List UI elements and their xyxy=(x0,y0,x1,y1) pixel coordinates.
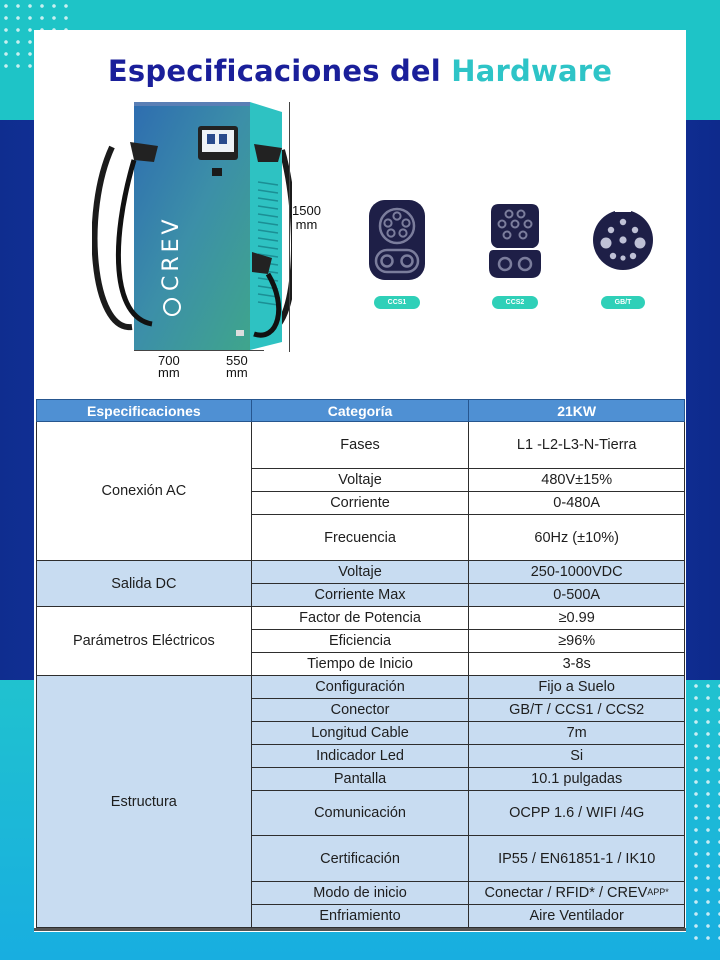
value-cell: 60Hz (±10%) xyxy=(469,515,685,561)
table-header-row xyxy=(37,400,685,422)
table-bottom-rule xyxy=(34,928,686,931)
title-part-1: Especificaciones del xyxy=(107,54,441,88)
table-row xyxy=(37,422,685,469)
category-cell: Factor de Potencia xyxy=(251,607,469,630)
category-cell: Frecuencia xyxy=(251,515,469,561)
category-cell: Voltaje xyxy=(251,469,469,492)
connector-label: GB/T xyxy=(601,296,646,309)
value-cell: 480V±15% xyxy=(469,469,685,492)
category-cell: Corriente Max xyxy=(251,584,469,607)
value-cell: 7m xyxy=(469,722,685,745)
depth-dimension-label: 550 mm xyxy=(226,353,248,380)
category-cell: Modo de inicio xyxy=(251,882,469,905)
value-cell: Aire Ventilador xyxy=(469,905,685,928)
app-superscript: APP* xyxy=(647,887,669,897)
category-cell: Certificación xyxy=(251,836,469,882)
value-cell: 3-8s xyxy=(469,653,685,676)
value-cell: 0-500A xyxy=(469,584,685,607)
title-part-2: Hardware xyxy=(451,54,613,88)
table-row xyxy=(37,561,685,584)
category-cell: Eficiencia xyxy=(251,630,469,653)
group-label: Salida DC xyxy=(37,561,252,607)
connector-gbt xyxy=(588,198,658,309)
connector-ccs2 xyxy=(480,198,550,309)
height-dimension-line xyxy=(289,102,290,352)
group-label: Parámetros Eléctricos xyxy=(37,607,252,676)
value-cell: 10.1 pulgadas xyxy=(469,768,685,791)
svg-text:CREV: CREV xyxy=(159,215,184,291)
value-cell: GB/T / CCS1 / CCS2 xyxy=(469,699,685,722)
value-cell: 250-1000VDC xyxy=(469,561,685,584)
header-specifications: Especificaciones xyxy=(37,400,252,422)
connector-label: CCS2 xyxy=(492,296,539,309)
specs-table xyxy=(36,399,685,928)
category-cell: Voltaje xyxy=(251,561,469,584)
ccs1-plug-icon xyxy=(367,198,427,282)
category-cell: Pantalla xyxy=(251,768,469,791)
value-cell xyxy=(469,882,685,905)
category-cell: Conector xyxy=(251,699,469,722)
table-row xyxy=(37,607,685,630)
page-title xyxy=(34,54,686,88)
category-cell: Comunicación xyxy=(251,791,469,836)
value-text: Conectar / RFID* / CREV xyxy=(484,885,648,901)
spec-sheet-card xyxy=(34,30,686,932)
connector-label: CCS1 xyxy=(374,296,421,309)
header-category: Categoría xyxy=(251,400,469,422)
charger-illustration xyxy=(92,102,292,362)
ccs2-plug-icon xyxy=(485,198,545,282)
value-cell: Si xyxy=(469,745,685,768)
category-cell: Longitud Cable xyxy=(251,722,469,745)
decorative-dots xyxy=(690,680,720,940)
category-cell: Corriente xyxy=(251,492,469,515)
table-row xyxy=(37,676,685,699)
group-label: Conexión AC xyxy=(37,422,252,561)
header-21kw: 21KW xyxy=(469,400,685,422)
height-dimension-label: 1500 mm xyxy=(292,203,321,232)
value-cell: ≥96% xyxy=(469,630,685,653)
group-label: Estructura xyxy=(37,676,252,928)
value-cell: IP55 / EN61851-1 / IK10 xyxy=(469,836,685,882)
value-cell: L1 -L2-L3-N-Tierra xyxy=(469,422,685,469)
depth-dimension-line xyxy=(216,350,264,351)
category-cell: Indicador Led xyxy=(251,745,469,768)
width-dimension-label: 700 mm xyxy=(158,353,180,380)
connector-ccs1 xyxy=(362,198,432,309)
value-cell: ≥0.99 xyxy=(469,607,685,630)
category-cell: Configuración xyxy=(251,676,469,699)
category-cell: Enfriamiento xyxy=(251,905,469,928)
category-cell: Fases xyxy=(251,422,469,469)
category-cell: Tiempo de Inicio xyxy=(251,653,469,676)
value-cell: 0-480A xyxy=(469,492,685,515)
gbt-plug-icon xyxy=(591,198,655,282)
value-cell: Fijo a Suelo xyxy=(469,676,685,699)
value-cell: OCPP 1.6 / WIFI /4G xyxy=(469,791,685,836)
width-dimension-line xyxy=(134,350,216,351)
